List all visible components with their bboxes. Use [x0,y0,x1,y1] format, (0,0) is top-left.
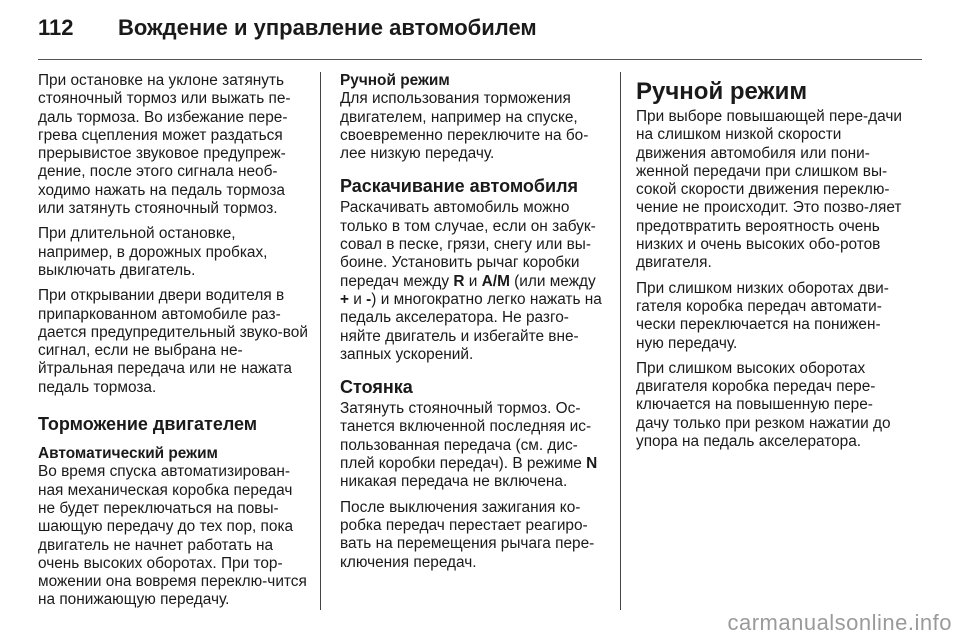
paragraph-door-warning: При открывании двери водителя в припаркованном автомобиле раз-дается предупредительный звуко-вой сигнал, если не выбрана не-йтральная передача или не нажата педаль тормоза. [38,287,308,396]
page-number: 112 [38,15,74,40]
paragraph-upshift-block: При выборе повышающей пере-дачи на слишком низкой скорости движения автомобиля или пони-женной передачи при слишком вы-сокой скорости движения переклю-чение не происходит. Это позво-ляет предотвратить вероятность очень низких и очень высоких обо-ротов двигателя. [636,108,902,272]
heading-engine-braking: Торможение двигателем [38,414,258,435]
gear-minus-label: - [366,290,372,308]
column-1 [38,72,310,617]
rocking-text-and: и [464,272,482,290]
watermark-text: carmanualsonline.info [727,610,952,635]
gear-am-label: A/M [481,272,510,290]
paragraph-low-rpm: При слишком низких оборотах дви-гателя коробка передач автомати-чески переключается на понижен-ную передачу. [636,279,889,352]
paragraph-auto-mode: Во время спуска автоматизирован-ная механическая коробка передач не будет переключаться на повы-шающую передачу до тех пор, пока двигатель не начнет работать на очень высоких оборотах. При тор-можении она вовремя переклю-чится на понижающую передачу. [38,463,307,609]
gear-r-label: R [453,272,465,290]
gear-plus-label: + [340,290,349,308]
rocking-text-c: ) и многократно легко нажать на педаль акселератора. Не разго-няйте двигатель и избегайте вне-запных ускорений. [340,290,602,363]
column-2 [340,72,606,579]
chapter-title: Вождение и управление автомобилем [118,15,537,40]
parking-text-a: Затянуть стояночный тормоз. Ос-танется включенной последняя ис-пользованная передача (см. дис-плей коробки передач). В режиме [340,400,592,473]
rocking-text-and2: и [349,290,367,308]
parking-text-b: никакая передача не включена. [340,473,568,491]
heading-rocking: Раскачивание автомобиля [340,176,579,197]
paragraph-high-rpm: При слишком высоких оборотах двигателя коробка передач пере-ключается на повышенную пере-дачу только при резком нажатии до упора на педаль акселератора. [636,359,891,451]
paragraph-long-stop: При длительной остановке, например, в дорожных пробках, выключать двигатель. [38,225,268,279]
paragraph-rocking [340,199,606,364]
paragraph-ignition-off: После выключения зажигания ко-робка передач перестает реагиро-вать на перемещения рычага пере-ключения передач. [340,498,595,571]
column-divider-1 [320,72,321,610]
paragraph-slope-stop: При остановке на уклоне затянуть стояночный тормоз или выжать пе-даль тормоза. Во избежание пере-грева сцепления может раздаться прерывистое звуковое предупреж-дение, после этого сигнала необ-ходимо нажать на педаль тормоза или затянуть стояночный тормоз. [38,72,291,218]
paragraph-parking [340,400,606,491]
rocking-text-b: (или между [509,272,596,290]
heading-auto-mode: Автоматический режим [38,445,218,463]
gear-n-label: N [586,455,598,473]
paragraph-manual-mode: Для использования торможения двигателем, например на спуске, своевременно переключите на бо-лее низкую передачу. [340,90,589,163]
page-header [38,8,537,48]
heading-manual-mode-large: Ручной режим [636,78,808,105]
column-3 [636,72,904,458]
header-rule [38,59,922,60]
column-divider-2 [620,72,621,610]
rocking-text-a: Раскачивать автомобиль можно только в том случае, если он забук-совал в песке, грязи, снегу или вы-боине. Установить рычаг коробки передач между [340,199,596,290]
heading-parking: Стоянка [340,377,413,398]
heading-manual-mode: Ручной режим [340,72,450,89]
